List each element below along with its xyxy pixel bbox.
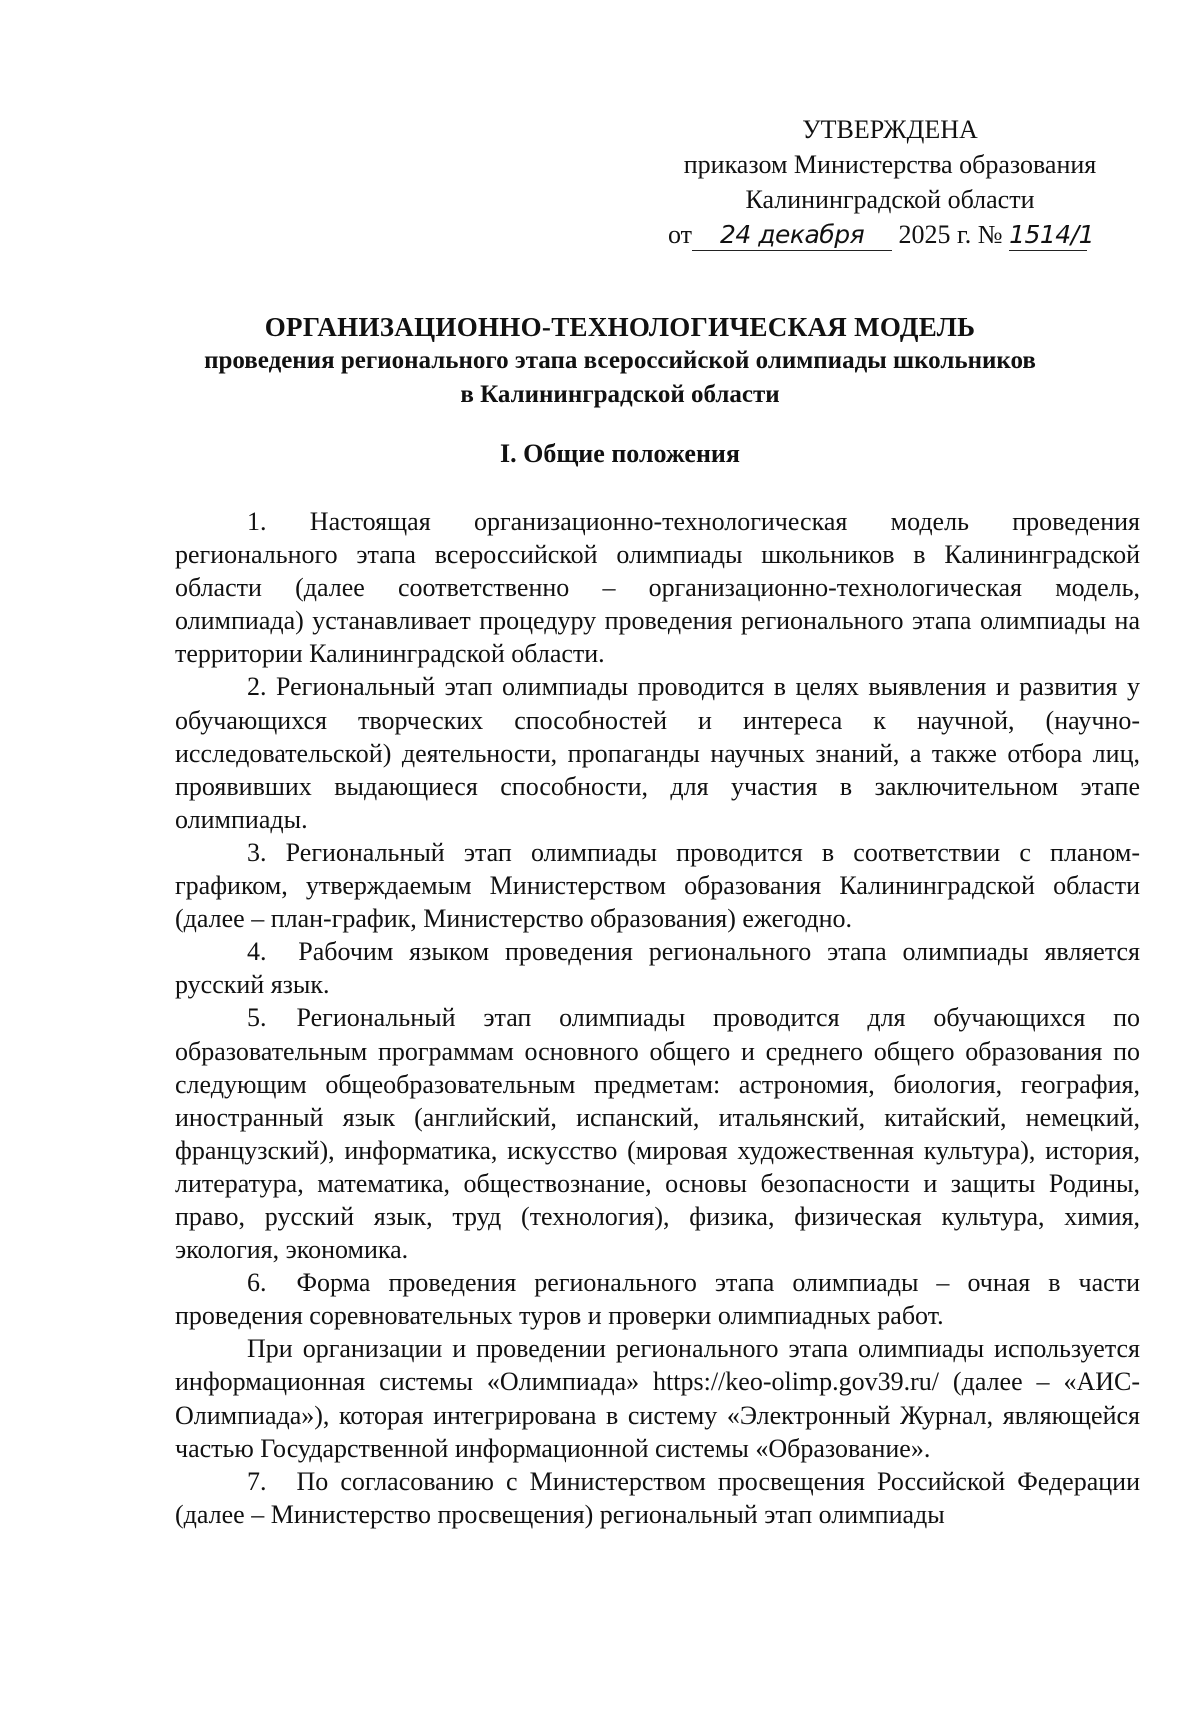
paragraph-number: 1. <box>247 507 267 536</box>
paragraph-text: Региональный этап олимпиады проводится для обучающихся по образовательным программам основного общего и среднего общего образования по следующим общеобразовательным предметам: астрономия, биология, география, иностранный язык (английский, испанский, итальянский, китайский, немецкий, французский), информатика, искусство (мировая художественная культура), история, литература, математика, обществознание, основы безопасности и защиты Родины, право, русский язык, труд (технология), физика, физическая культура, химия, экология, экономика. <box>175 1003 1140 1265</box>
paragraph-text: При организации и проведении регионального этапа олимпиады используется информационная системы «Олимпиада» https://keo-olimp.gov39.ru/ (далее – «АИС-Олимпиада»), которая интегрирована в систему «Электронный Журнал, являющейся частью Государственной информационной системы «Образование». <box>175 1334 1140 1463</box>
paragraph-5 <box>175 1001 1140 1266</box>
year-number-label: 2025 г. № <box>898 220 1003 249</box>
approval-date-line <box>640 217 1140 252</box>
paragraph-number: 7. <box>247 1466 267 1496</box>
paragraph-number: 5. <box>247 1003 267 1033</box>
handwritten-order-number: 1514/1 <box>1009 220 1095 249</box>
approval-region-line: Калининградской области <box>745 185 1035 214</box>
document-title <box>160 310 1080 412</box>
approval-order-line: приказом Министерства образования <box>683 150 1097 179</box>
paragraph-number: 6. <box>247 1268 267 1298</box>
approval-stamp-block <box>640 112 1140 252</box>
paragraph-4 <box>175 935 1140 1001</box>
paragraph-6 <box>175 1266 1140 1332</box>
title-sub-line1: проведения регионального этапа всероссийской олимпиады школьников <box>204 347 1036 374</box>
section-heading: I. Общие положения <box>500 439 740 468</box>
paragraph-1 <box>175 505 1140 670</box>
title-main: ОРГАНИЗАЦИОННО-ТЕХНОЛОГИЧЕСКАЯ МОДЕЛЬ <box>264 312 976 342</box>
paragraph-3 <box>175 836 1140 935</box>
handwritten-date: 24 декабря <box>692 220 892 251</box>
document-body <box>175 505 1140 1531</box>
paragraph-number: 3. <box>247 837 267 867</box>
title-sub-line2: в Калининградской области <box>460 381 780 408</box>
paragraph-2 <box>175 670 1140 835</box>
paragraph-text: Региональный этап олимпиады проводится в целях выявления и развития у обучающихся творческих способностей и интереса к научной, (научно-исследовательской) деятельности, пропаганды научных знаний, а также отбора лиц, проявивших выдающиеся способности, для участия в заключительном этапе олимпиады. <box>175 672 1141 834</box>
paragraph-6-continued <box>175 1332 1140 1464</box>
paragraph-7 <box>175 1465 1140 1531</box>
paragraph-text: Настоящая организационно-технологическая модель проведения регионального этапа всероссийской олимпиады школьников в Калининградской области (далее соответственно – организационно-технологическая модель, олимпиада) устанавливает процедуру проведения регионального этапа олимпиады на территории Калининградской области. <box>175 507 1141 669</box>
paragraph-text: Рабочим языком проведения регионального этапа олимпиады является русский язык. <box>175 937 1141 1000</box>
paragraph-text: По согласованию с Министерством просвещения Российской Федерации (далее – Министерство просвещения) региональный этап олимпиады <box>175 1466 1140 1529</box>
paragraph-text: Форма проведения регионального этапа олимпиады – очная в части проведения соревновательных туров и проверки олимпиадных работ. <box>175 1268 1140 1331</box>
paragraph-number: 2. <box>247 672 267 702</box>
approval-status: УТВЕРЖДЕНА <box>802 115 978 144</box>
paragraph-text: Региональный этап олимпиады проводится в соответствии с планом-графиком, утверждаемым Министерством образования Калининградской области (далее – план-график, Министерство образования) ежегодно. <box>175 837 1140 934</box>
date-prefix: от <box>668 220 693 249</box>
paragraph-number: 4. <box>247 937 267 967</box>
